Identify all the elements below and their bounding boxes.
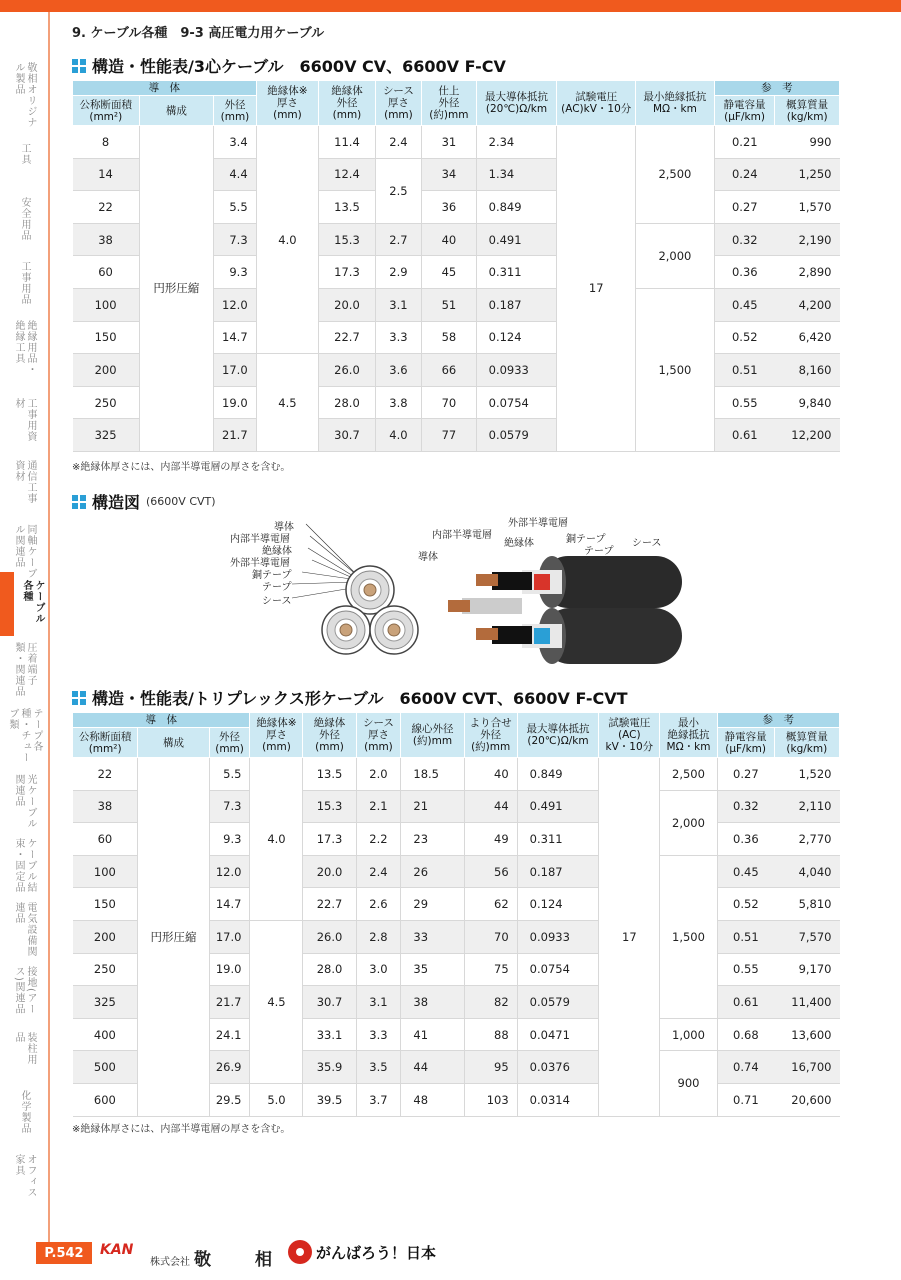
cell-sheath: 2.6: [356, 888, 401, 921]
cell-mass: 7,570: [774, 920, 839, 953]
th2-area: 公称断面積 (mm²): [73, 728, 138, 758]
cell-resist: 1.34: [476, 158, 557, 191]
cell-cap: 0.24: [714, 158, 775, 191]
cell-cap: 0.27: [714, 191, 775, 224]
cell-area: 600: [73, 1083, 138, 1116]
cell-finish: 45: [422, 256, 476, 289]
th-mass: 概算質量 (kg/km): [775, 96, 840, 126]
cell-cap: 0.55: [717, 953, 774, 986]
label-tape: テープ: [262, 582, 292, 593]
th-resist: 最大導体抵抗 (20℃)Ω/km: [476, 81, 557, 126]
cell-area: 38: [73, 790, 138, 823]
cell-resist: 0.849: [476, 191, 557, 224]
th2-ins-thick: 絶縁体※ 厚さ (mm): [250, 713, 303, 758]
cell-outer: 12.0: [209, 855, 250, 888]
cell-mass: 4,200: [775, 288, 840, 321]
cell-core: 35: [401, 953, 464, 986]
cell-outer: 9.3: [209, 823, 250, 856]
cell-cap: 0.74: [717, 1051, 774, 1084]
label-r-tape: テープ: [584, 546, 614, 557]
cell-area: 60: [73, 256, 140, 289]
cell-resist: 0.0579: [517, 986, 599, 1019]
flower-icon: [288, 1240, 312, 1264]
cell-outer: 19.0: [209, 953, 250, 986]
cell-twist: 70: [464, 920, 517, 953]
cell-twist: 95: [464, 1051, 517, 1084]
cell-core: 38: [401, 986, 464, 1019]
cell-cap: 0.45: [717, 855, 774, 888]
cell-finish: 40: [422, 223, 476, 256]
sidenav-item[interactable]: 工事用資材: [13, 398, 36, 442]
cell-resist: 0.0376: [517, 1051, 599, 1084]
cable-structure-diagram: [222, 512, 702, 672]
cell-twist: 62: [464, 888, 517, 921]
cell-outer: 24.1: [209, 1018, 250, 1051]
sidenav-item-active[interactable]: ケーブル各種: [21, 580, 44, 624]
table-row: [73, 758, 840, 791]
cell-ins-dia: 13.5: [319, 191, 376, 224]
cell-sheath: 3.3: [356, 1018, 401, 1051]
cross-section: [322, 566, 418, 654]
cell-twist: 44: [464, 790, 517, 823]
cell-ins-dia: 12.4: [319, 158, 376, 191]
label-outer-semi: 外部半導電層: [230, 558, 290, 569]
cell-resist: 0.491: [517, 790, 599, 823]
cell-ins-dia: 13.5: [303, 758, 356, 791]
sidenav-item[interactable]: 装柱用品: [13, 1032, 36, 1065]
cell-finish: 70: [422, 386, 476, 419]
cell-cap: 0.27: [717, 758, 774, 791]
cell-core: 48: [401, 1083, 464, 1116]
label-r-copper: 銅テープ: [566, 534, 606, 545]
th2-twist: より合せ 外径 (約)mm: [464, 713, 517, 758]
cell-resist: 0.0314: [517, 1083, 599, 1116]
cell-sheath: 3.1: [375, 288, 421, 321]
cell-cap: 0.51: [714, 354, 775, 387]
cell-resist: 0.187: [517, 855, 599, 888]
cell-sheath: 3.3: [375, 321, 421, 354]
cell-area: 250: [73, 953, 138, 986]
label-r-inner-semi: 内部半導電層: [432, 530, 492, 541]
sidenav-item[interactable]: 化学製品: [19, 1090, 30, 1134]
cell-cap: 0.32: [714, 223, 775, 256]
th-sheath: シース 厚さ (mm): [375, 81, 421, 126]
cell-mass: 2,890: [775, 256, 840, 289]
cell-sheath: 3.1: [356, 986, 401, 1019]
label-r-conductor: 導体: [418, 552, 438, 563]
cell-twist: 103: [464, 1083, 517, 1116]
th2-minins: 最小 絶縁抵抗 MΩ・km: [660, 713, 717, 758]
cell-ins-dia: 26.0: [319, 354, 376, 387]
th-minins: 最小絶縁抵抗 MΩ・km: [636, 81, 715, 126]
spec-table-3core: [72, 80, 840, 452]
diagram-title: 構造図 (6600V CVT): [72, 490, 216, 513]
cell-structure: 円形圧縮: [138, 758, 209, 1117]
cell-cap: 0.45: [714, 288, 775, 321]
cell-cap: 0.55: [714, 386, 775, 419]
sidenav-item[interactable]: ケーブル結束・固定品: [13, 838, 36, 893]
cell-resist: 0.0933: [517, 920, 599, 953]
cell-minins: 2,500: [636, 126, 715, 224]
cell-area: 100: [73, 288, 140, 321]
cell-ins-dia: 35.9: [303, 1051, 356, 1084]
cell-resist: 0.491: [476, 223, 557, 256]
sidenav-item[interactable]: 絶縁用品・絶縁工具: [13, 320, 36, 375]
cell-ins-dia: 17.3: [303, 823, 356, 856]
cell-minins: 900: [660, 1051, 717, 1116]
table-row: [73, 126, 840, 159]
cell-area: 22: [73, 191, 140, 224]
cell-sheath: 2.8: [356, 920, 401, 953]
cell-mass: 13,600: [774, 1018, 839, 1051]
cell-outer: 17.0: [209, 920, 250, 953]
cell-mass: 2,770: [774, 823, 839, 856]
cell-ins-thick: 5.0: [250, 1083, 303, 1116]
cell-sheath: 3.6: [375, 354, 421, 387]
cell-core: 29: [401, 888, 464, 921]
section-bullet-icon: [72, 59, 86, 73]
cell-outer: 7.3: [209, 790, 250, 823]
th2-sheath: シース 厚さ (mm): [356, 713, 401, 758]
cell-sheath: 2.5: [375, 158, 421, 223]
cell-minins: 1,000: [660, 1018, 717, 1051]
cell-outer: 29.5: [209, 1083, 250, 1116]
cell-twist: 56: [464, 855, 517, 888]
cell-outer: 7.3: [214, 223, 256, 256]
cell-minins: 1,500: [660, 855, 717, 1018]
cell-sheath: 2.0: [356, 758, 401, 791]
cell-structure: 円形圧縮: [139, 126, 214, 452]
cell-cap: 0.36: [714, 256, 775, 289]
cell-twist: 49: [464, 823, 517, 856]
sidenav-item[interactable]: 同軸ケーブル関連品: [13, 524, 36, 579]
sidenav-active-marker: [0, 572, 14, 636]
cell-resist: 0.0754: [517, 953, 599, 986]
cell-resist: 2.34: [476, 126, 557, 159]
sidenav-item[interactable]: 接地(アース)関連品: [13, 966, 36, 1015]
th2-mass: 概算質量 (kg/km): [774, 728, 839, 758]
cell-outer: 5.5: [209, 758, 250, 791]
cell-test: 17: [599, 758, 660, 1117]
cell-sheath: 4.0: [375, 419, 421, 452]
cell-cap: 0.61: [717, 986, 774, 1019]
page-footer: [0, 1240, 901, 1280]
cell-sheath: 2.1: [356, 790, 401, 823]
th-outer: 外径 (mm): [214, 96, 256, 126]
cell-mass: 990: [775, 126, 840, 159]
cell-ins-dia: 22.7: [319, 321, 376, 354]
spec-table-triplex: [72, 712, 840, 1117]
sidenav-item[interactable]: 工具: [19, 143, 30, 165]
cell-area: 150: [73, 321, 140, 354]
cell-resist: 0.124: [517, 888, 599, 921]
label-conductor: 導体: [274, 522, 294, 533]
cell-outer: 14.7: [209, 888, 250, 921]
cell-ins-dia: 17.3: [319, 256, 376, 289]
cell-cap: 0.52: [714, 321, 775, 354]
cell-area: 60: [73, 823, 138, 856]
cell-finish: 66: [422, 354, 476, 387]
cell-core: 33: [401, 920, 464, 953]
th2-resist: 最大導体抵抗 (20℃)Ω/km: [517, 713, 599, 758]
th2-cap: 静電容量 (μF/km): [717, 728, 774, 758]
sidenav-item[interactable]: 通信工事資材: [13, 460, 36, 504]
cell-twist: 40: [464, 758, 517, 791]
cell-mass: 12,200: [775, 419, 840, 452]
cell-ins-dia: 22.7: [303, 888, 356, 921]
cell-area: 38: [73, 223, 140, 256]
label-sheath: シース: [262, 596, 292, 607]
cell-ins-dia: 28.0: [303, 953, 356, 986]
cell-area: 200: [73, 920, 138, 953]
cell-ins-thick: 4.0: [250, 758, 303, 921]
cell-core: 18.5: [401, 758, 464, 791]
cell-core: 23: [401, 823, 464, 856]
th-ins-dia: 絶縁体 外径 (mm): [319, 81, 376, 126]
cell-twist: 82: [464, 986, 517, 1019]
th2-core: 線心外径 (約)mm: [401, 713, 464, 758]
th2-test: 試験電圧 (AC) kV・10分: [599, 713, 660, 758]
cell-resist: 0.0754: [476, 386, 557, 419]
cell-sheath: 2.7: [375, 223, 421, 256]
cell-cap: 0.61: [714, 419, 775, 452]
cell-mass: 20,600: [774, 1083, 839, 1116]
section1-title: 構造・性能表/3心ケーブル 6600V CV、6600V F-CV: [72, 54, 506, 77]
cell-finish: 51: [422, 288, 476, 321]
cell-resist: 0.849: [517, 758, 599, 791]
cell-minins: 2,500: [660, 758, 717, 791]
cell-area: 400: [73, 1018, 138, 1051]
cell-cap: 0.32: [717, 790, 774, 823]
cell-area: 14: [73, 158, 140, 191]
cell-test: 17: [557, 126, 636, 452]
cell-resist: 0.0579: [476, 419, 557, 452]
th-conductor: 導 体: [73, 81, 257, 96]
th-ref: 参 考: [714, 81, 839, 96]
cell-area: 100: [73, 855, 138, 888]
cell-minins: 1,500: [636, 288, 715, 451]
cell-finish: 58: [422, 321, 476, 354]
company-name: 株式会社 敬 相: [150, 1250, 272, 1270]
cell-sheath: 3.5: [356, 1051, 401, 1084]
cell-cap: 0.68: [717, 1018, 774, 1051]
cell-ins-thick: 4.0: [256, 126, 319, 354]
sidenav-item[interactable]: 工事用品: [19, 261, 30, 305]
cell-ins-dia: 39.5: [303, 1083, 356, 1116]
cell-mass: 1,520: [774, 758, 839, 791]
th2-outer: 外径 (mm): [209, 728, 250, 758]
sidenav-item[interactable]: 光ケーブル関連品: [13, 774, 36, 829]
top-accent-bar: [0, 0, 901, 12]
cell-area: 250: [73, 386, 140, 419]
cell-area: 150: [73, 888, 138, 921]
cell-sheath: 2.9: [375, 256, 421, 289]
cell-outer: 19.0: [214, 386, 256, 419]
cell-mass: 8,160: [775, 354, 840, 387]
th-cap: 静電容量 (μF/km): [714, 96, 775, 126]
brand-logo: KAN: [100, 1242, 134, 1258]
cell-sheath: 2.2: [356, 823, 401, 856]
cell-mass: 9,170: [774, 953, 839, 986]
cell-area: 325: [73, 419, 140, 452]
cell-cap: 0.51: [717, 920, 774, 953]
cell-minins: 2,000: [636, 223, 715, 288]
cell-outer: 26.9: [209, 1051, 250, 1084]
cell-mass: 5,810: [774, 888, 839, 921]
cell-sheath: 3.0: [356, 953, 401, 986]
sidenav-item[interactable]: テープ各種・チューブ類: [7, 708, 42, 763]
cell-minins: 2,000: [660, 790, 717, 855]
cell-ins-dia: 20.0: [303, 855, 356, 888]
cell-outer: 21.7: [209, 986, 250, 1019]
cell-cap: 0.36: [717, 823, 774, 856]
label-insulator: 絶縁体: [262, 546, 292, 557]
cell-ins-dia: 30.7: [303, 986, 356, 1019]
cell-core: 26: [401, 855, 464, 888]
cell-mass: 11,400: [774, 986, 839, 1019]
label-r-outer-semi: 外部半導電層: [508, 518, 568, 529]
cell-resist: 0.187: [476, 288, 557, 321]
sidenav-item[interactable]: 圧着端子類・関連品: [13, 642, 36, 697]
cell-cap: 0.52: [717, 888, 774, 921]
slogan: がんばろう！日本: [288, 1240, 436, 1264]
table1-note: ※絶縁体厚さには、内部半導電層の厚さを含む。: [72, 462, 291, 473]
cell-resist: 0.0471: [517, 1018, 599, 1051]
cell-ins-dia: 20.0: [319, 288, 376, 321]
cell-outer: 5.5: [214, 191, 256, 224]
cell-cap: 0.71: [717, 1083, 774, 1116]
cell-area: 8: [73, 126, 140, 159]
section2-title: 構造・性能表/トリプレックス形ケーブル 6600V CVT、6600V F-CVT: [72, 686, 628, 709]
cell-area: 22: [73, 758, 138, 791]
cell-mass: 1,250: [775, 158, 840, 191]
cell-finish: 77: [422, 419, 476, 452]
table2-note: ※絶縁体厚さには、内部半導電層の厚さを含む。: [72, 1124, 291, 1135]
page-title: 9. ケーブル各種 9-3 高圧電力用ケーブル: [72, 26, 325, 41]
sidenav-item[interactable]: 電気設備関連品: [13, 902, 36, 957]
sidenav-item[interactable]: オフィス家具: [13, 1154, 36, 1198]
cell-area: 200: [73, 354, 140, 387]
cell-ins-thick: 4.5: [250, 920, 303, 1083]
cell-sheath: 2.4: [356, 855, 401, 888]
label-copper-tape: 銅テープ: [252, 570, 292, 581]
th-test: 試験電圧 (AC)kV・10分: [557, 81, 636, 126]
cell-finish: 36: [422, 191, 476, 224]
th2-ins-dia: 絶縁体 外径 (mm): [303, 713, 356, 758]
cell-outer: 21.7: [214, 419, 256, 452]
cell-ins-dia: 15.3: [303, 790, 356, 823]
label-inner-semi: 内部半導電層: [230, 534, 290, 545]
cell-mass: 1,570: [775, 191, 840, 224]
cell-outer: 14.7: [214, 321, 256, 354]
cell-outer: 3.4: [214, 126, 256, 159]
cell-outer: 17.0: [214, 354, 256, 387]
cell-mass: 9,840: [775, 386, 840, 419]
cell-mass: 2,190: [775, 223, 840, 256]
th-structure: 構成: [139, 96, 214, 126]
cell-area: 325: [73, 986, 138, 1019]
cell-outer: 12.0: [214, 288, 256, 321]
cell-core: 21: [401, 790, 464, 823]
section-bullet-icon: [72, 691, 86, 705]
label-r-sheath: シース: [632, 538, 662, 549]
cell-resist: 0.124: [476, 321, 557, 354]
cell-finish: 34: [422, 158, 476, 191]
th2-structure: 構成: [138, 728, 209, 758]
cell-ins-dia: 33.1: [303, 1018, 356, 1051]
th-ins-thick: 絶縁体※ 厚さ (mm): [256, 81, 319, 126]
cell-resist: 0.0933: [476, 354, 557, 387]
cell-twist: 75: [464, 953, 517, 986]
label-r-insulator: 絶縁体: [504, 538, 534, 549]
cell-outer: 9.3: [214, 256, 256, 289]
cell-finish: 31: [422, 126, 476, 159]
cell-sheath: 3.8: [375, 386, 421, 419]
cell-mass: 4,040: [774, 855, 839, 888]
th2-conductor: 導 体: [73, 713, 250, 728]
cell-ins-dia: 11.4: [319, 126, 376, 159]
cell-core: 41: [401, 1018, 464, 1051]
section-bullet-icon: [72, 495, 86, 509]
cell-ins-dia: 26.0: [303, 920, 356, 953]
cell-core: 44: [401, 1051, 464, 1084]
cell-resist: 0.311: [476, 256, 557, 289]
th-finish: 仕上 外径 (約)mm: [422, 81, 476, 126]
cell-area: 500: [73, 1051, 138, 1084]
cell-outer: 4.4: [214, 158, 256, 191]
cell-ins-dia: 28.0: [319, 386, 376, 419]
cell-ins-dia: 15.3: [319, 223, 376, 256]
sidenav-item[interactable]: 敬相オリジナル製品: [13, 62, 36, 128]
cell-mass: 6,420: [775, 321, 840, 354]
cable-photo: [448, 556, 682, 664]
cell-ins-thick: 4.5: [256, 354, 319, 452]
cell-twist: 88: [464, 1018, 517, 1051]
cell-sheath: 3.7: [356, 1083, 401, 1116]
cell-mass: 2,110: [774, 790, 839, 823]
cell-ins-dia: 30.7: [319, 419, 376, 452]
sidebar-divider: [48, 12, 50, 1242]
cell-sheath: 2.4: [375, 126, 421, 159]
page-number: P.542: [36, 1242, 92, 1264]
th-area: 公称断面積 (mm²): [73, 96, 140, 126]
cell-mass: 16,700: [774, 1051, 839, 1084]
th2-ref: 参 考: [717, 713, 839, 728]
sidenav-item[interactable]: 安全用品: [19, 197, 30, 241]
cell-resist: 0.311: [517, 823, 599, 856]
cell-cap: 0.21: [714, 126, 775, 159]
